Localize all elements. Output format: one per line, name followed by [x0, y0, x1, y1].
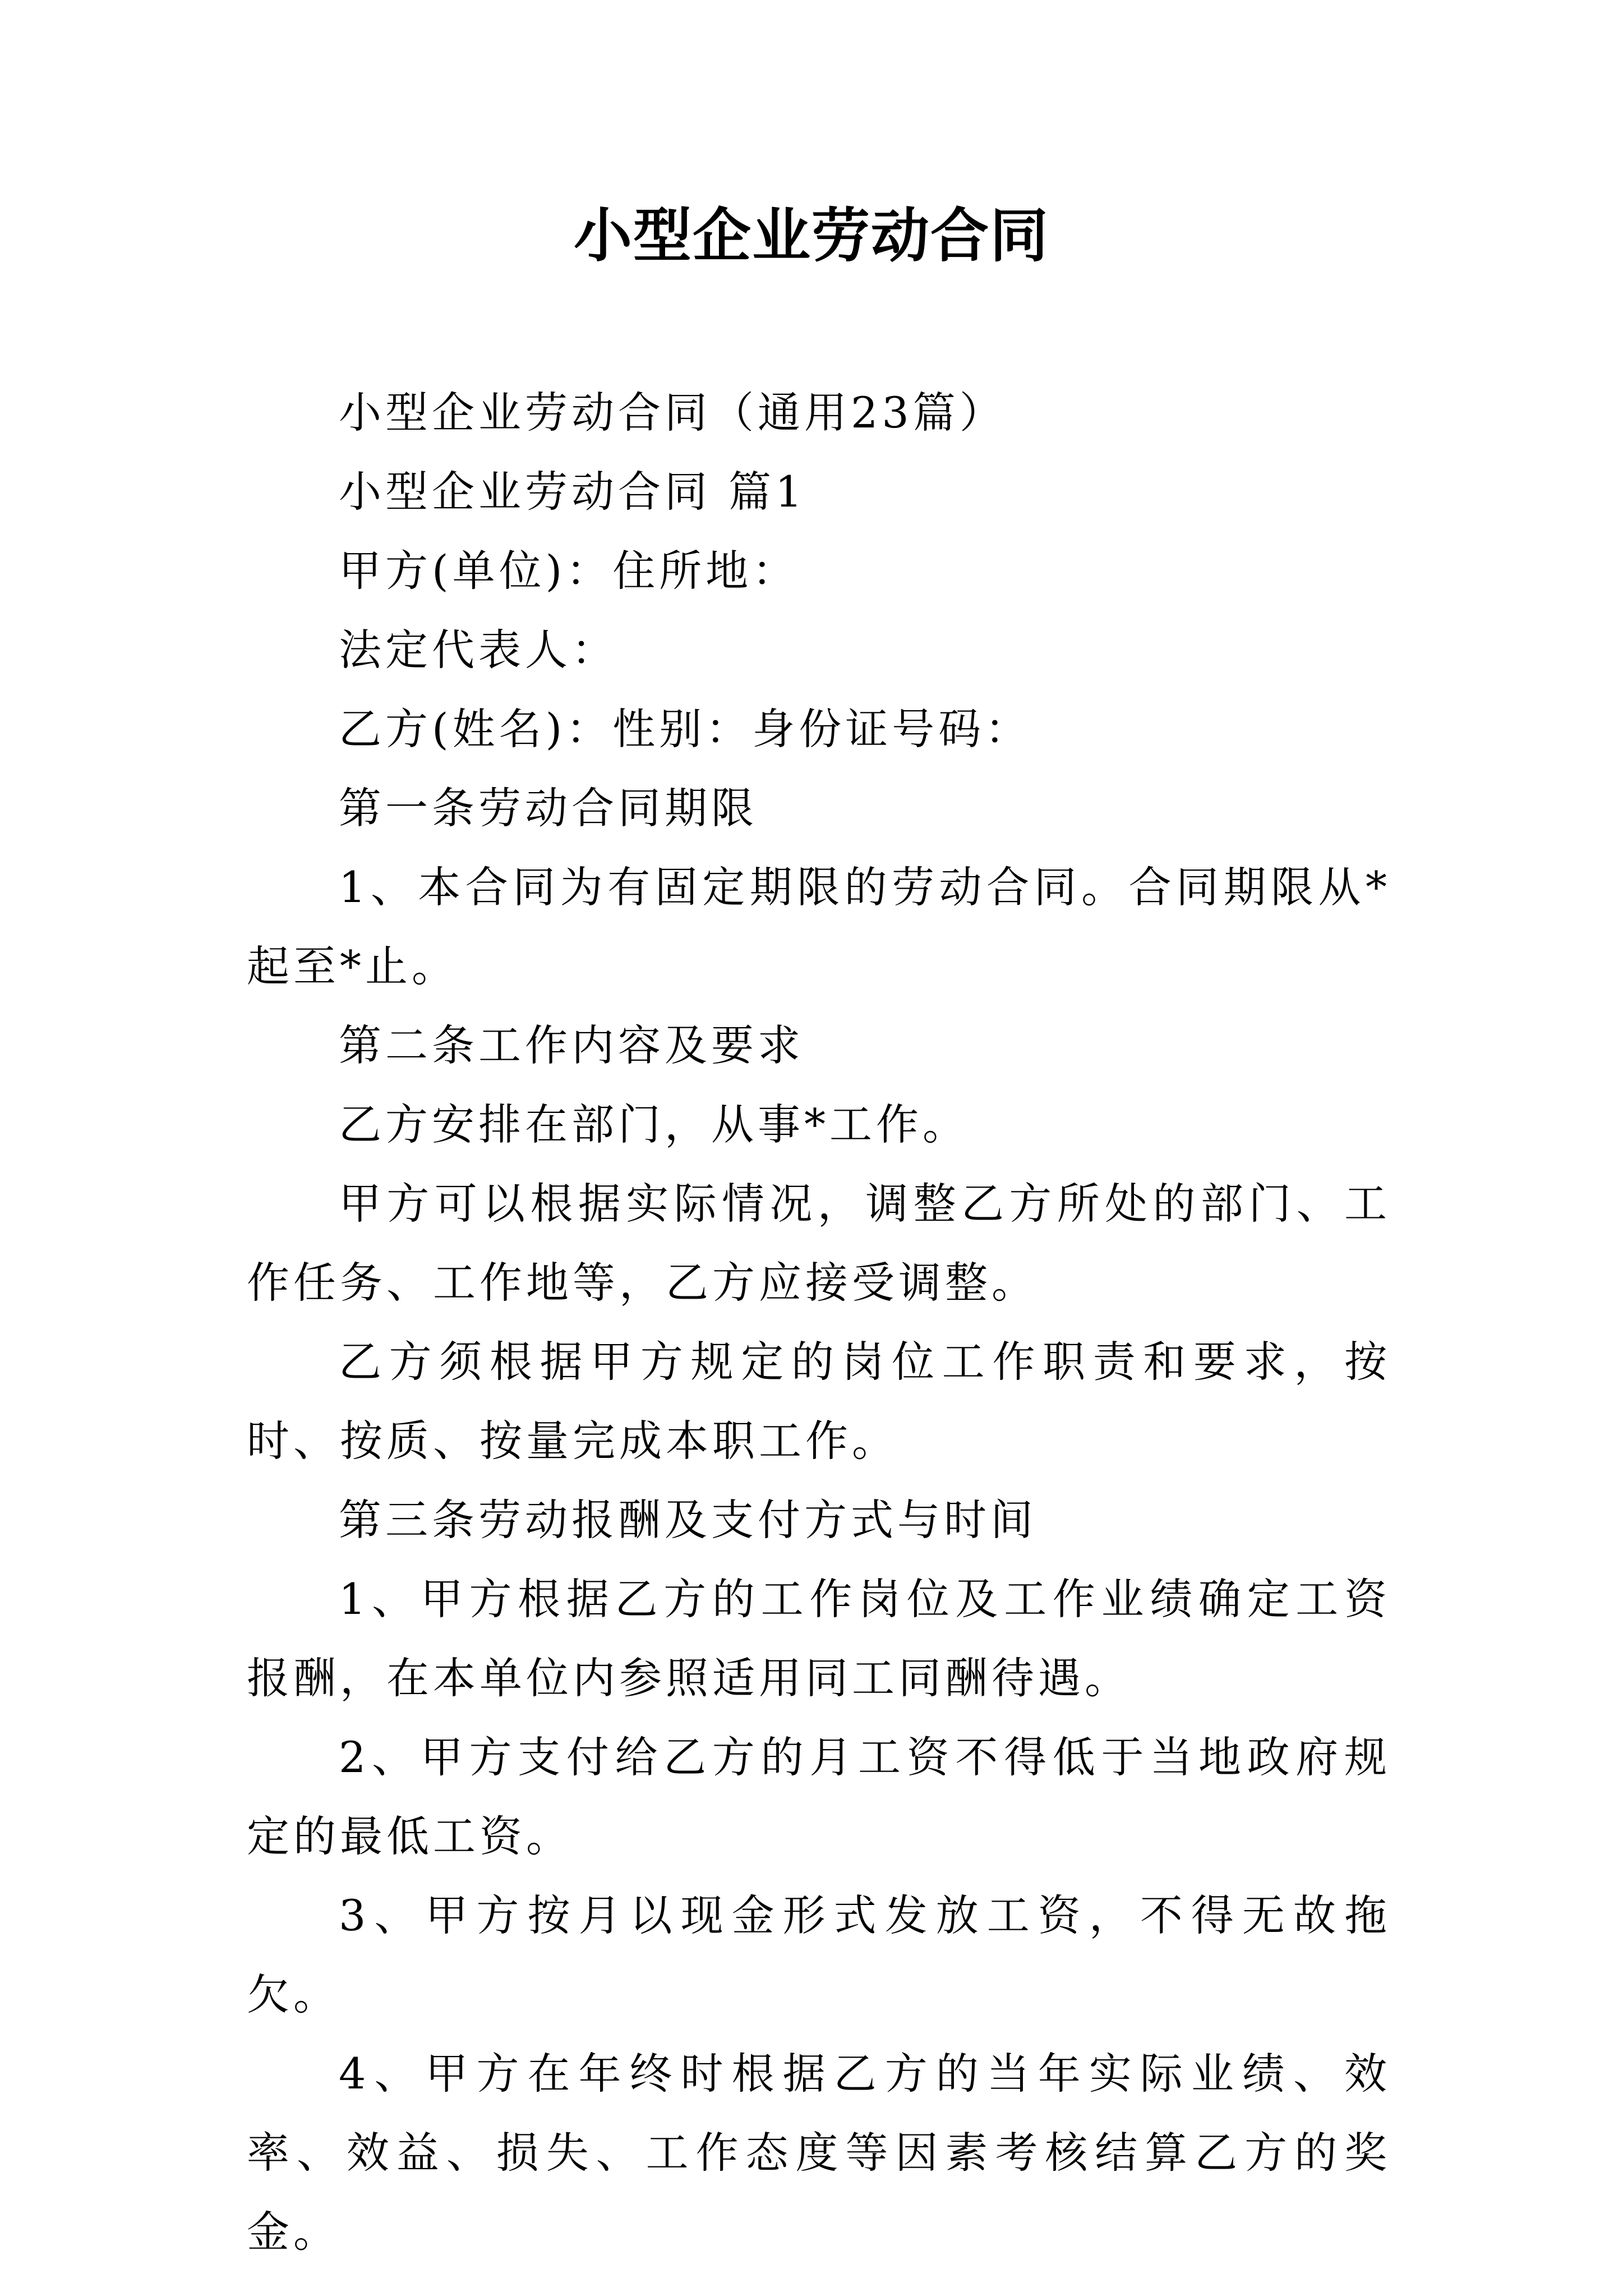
document-body: [247, 373, 1391, 2271]
paragraph-article-2-duties: 乙方须根据甲方规定的岗位工作职责和要求，按时、按质、按量完成本职工作。: [247, 1337, 1391, 1466]
paragraph-article-2-assignment: 乙方安排在部门，从事*工作。: [339, 1099, 969, 1149]
paragraph-article-1-heading: 第一条劳动合同期限: [339, 783, 758, 833]
paragraph-article-3-clause-2: 2、甲方支付给乙方的月工资不得低于当地政府规定的最低工资。: [247, 1732, 1391, 1861]
paragraph-article-3-heading: 第三条劳动报酬及支付方式与时间: [339, 1495, 1037, 1545]
paragraph-article-1-clause-1: 1、本合同为有固定期限的劳动合同。合同期限从*起至*止。: [247, 862, 1391, 991]
paragraph-article-3-clause-4: 4、甲方在年终时根据乙方的当年实际业绩、效率、效益、损失、工作态度等因素考核结算乙方的奖金。: [247, 2049, 1391, 2257]
paragraph-article-3-clause-3: 3、甲方按月以现金形式发放工资，不得无故拖欠。: [247, 1890, 1391, 2019]
paragraph-article-2-heading: 第二条工作内容及要求: [339, 1020, 804, 1070]
paragraph-article-3-clause-1: 1、甲方根据乙方的工作岗位及工作业绩确定工资报酬，在本单位内参照适用同工同酬待遇。: [247, 1574, 1391, 1703]
paragraph-party-a: 甲方(单位)：住所地：: [339, 546, 799, 596]
document-title: 小型企业劳动合同: [573, 201, 1049, 270]
paragraph-party-b: 乙方(姓名)：性别：身份证号码：: [339, 704, 1032, 754]
paragraph-chapter-heading: 小型企业劳动合同 篇1: [339, 467, 806, 517]
paragraph-collection-title: 小型企业劳动合同（通用23篇）: [339, 388, 1006, 438]
paragraph-legal-representative: 法定代表人：: [339, 625, 618, 675]
paragraph-article-2-adjustment: 甲方可以根据实际情况，调整乙方所处的部门、工作任务、工作地等，乙方应接受调整。: [247, 1179, 1391, 1308]
